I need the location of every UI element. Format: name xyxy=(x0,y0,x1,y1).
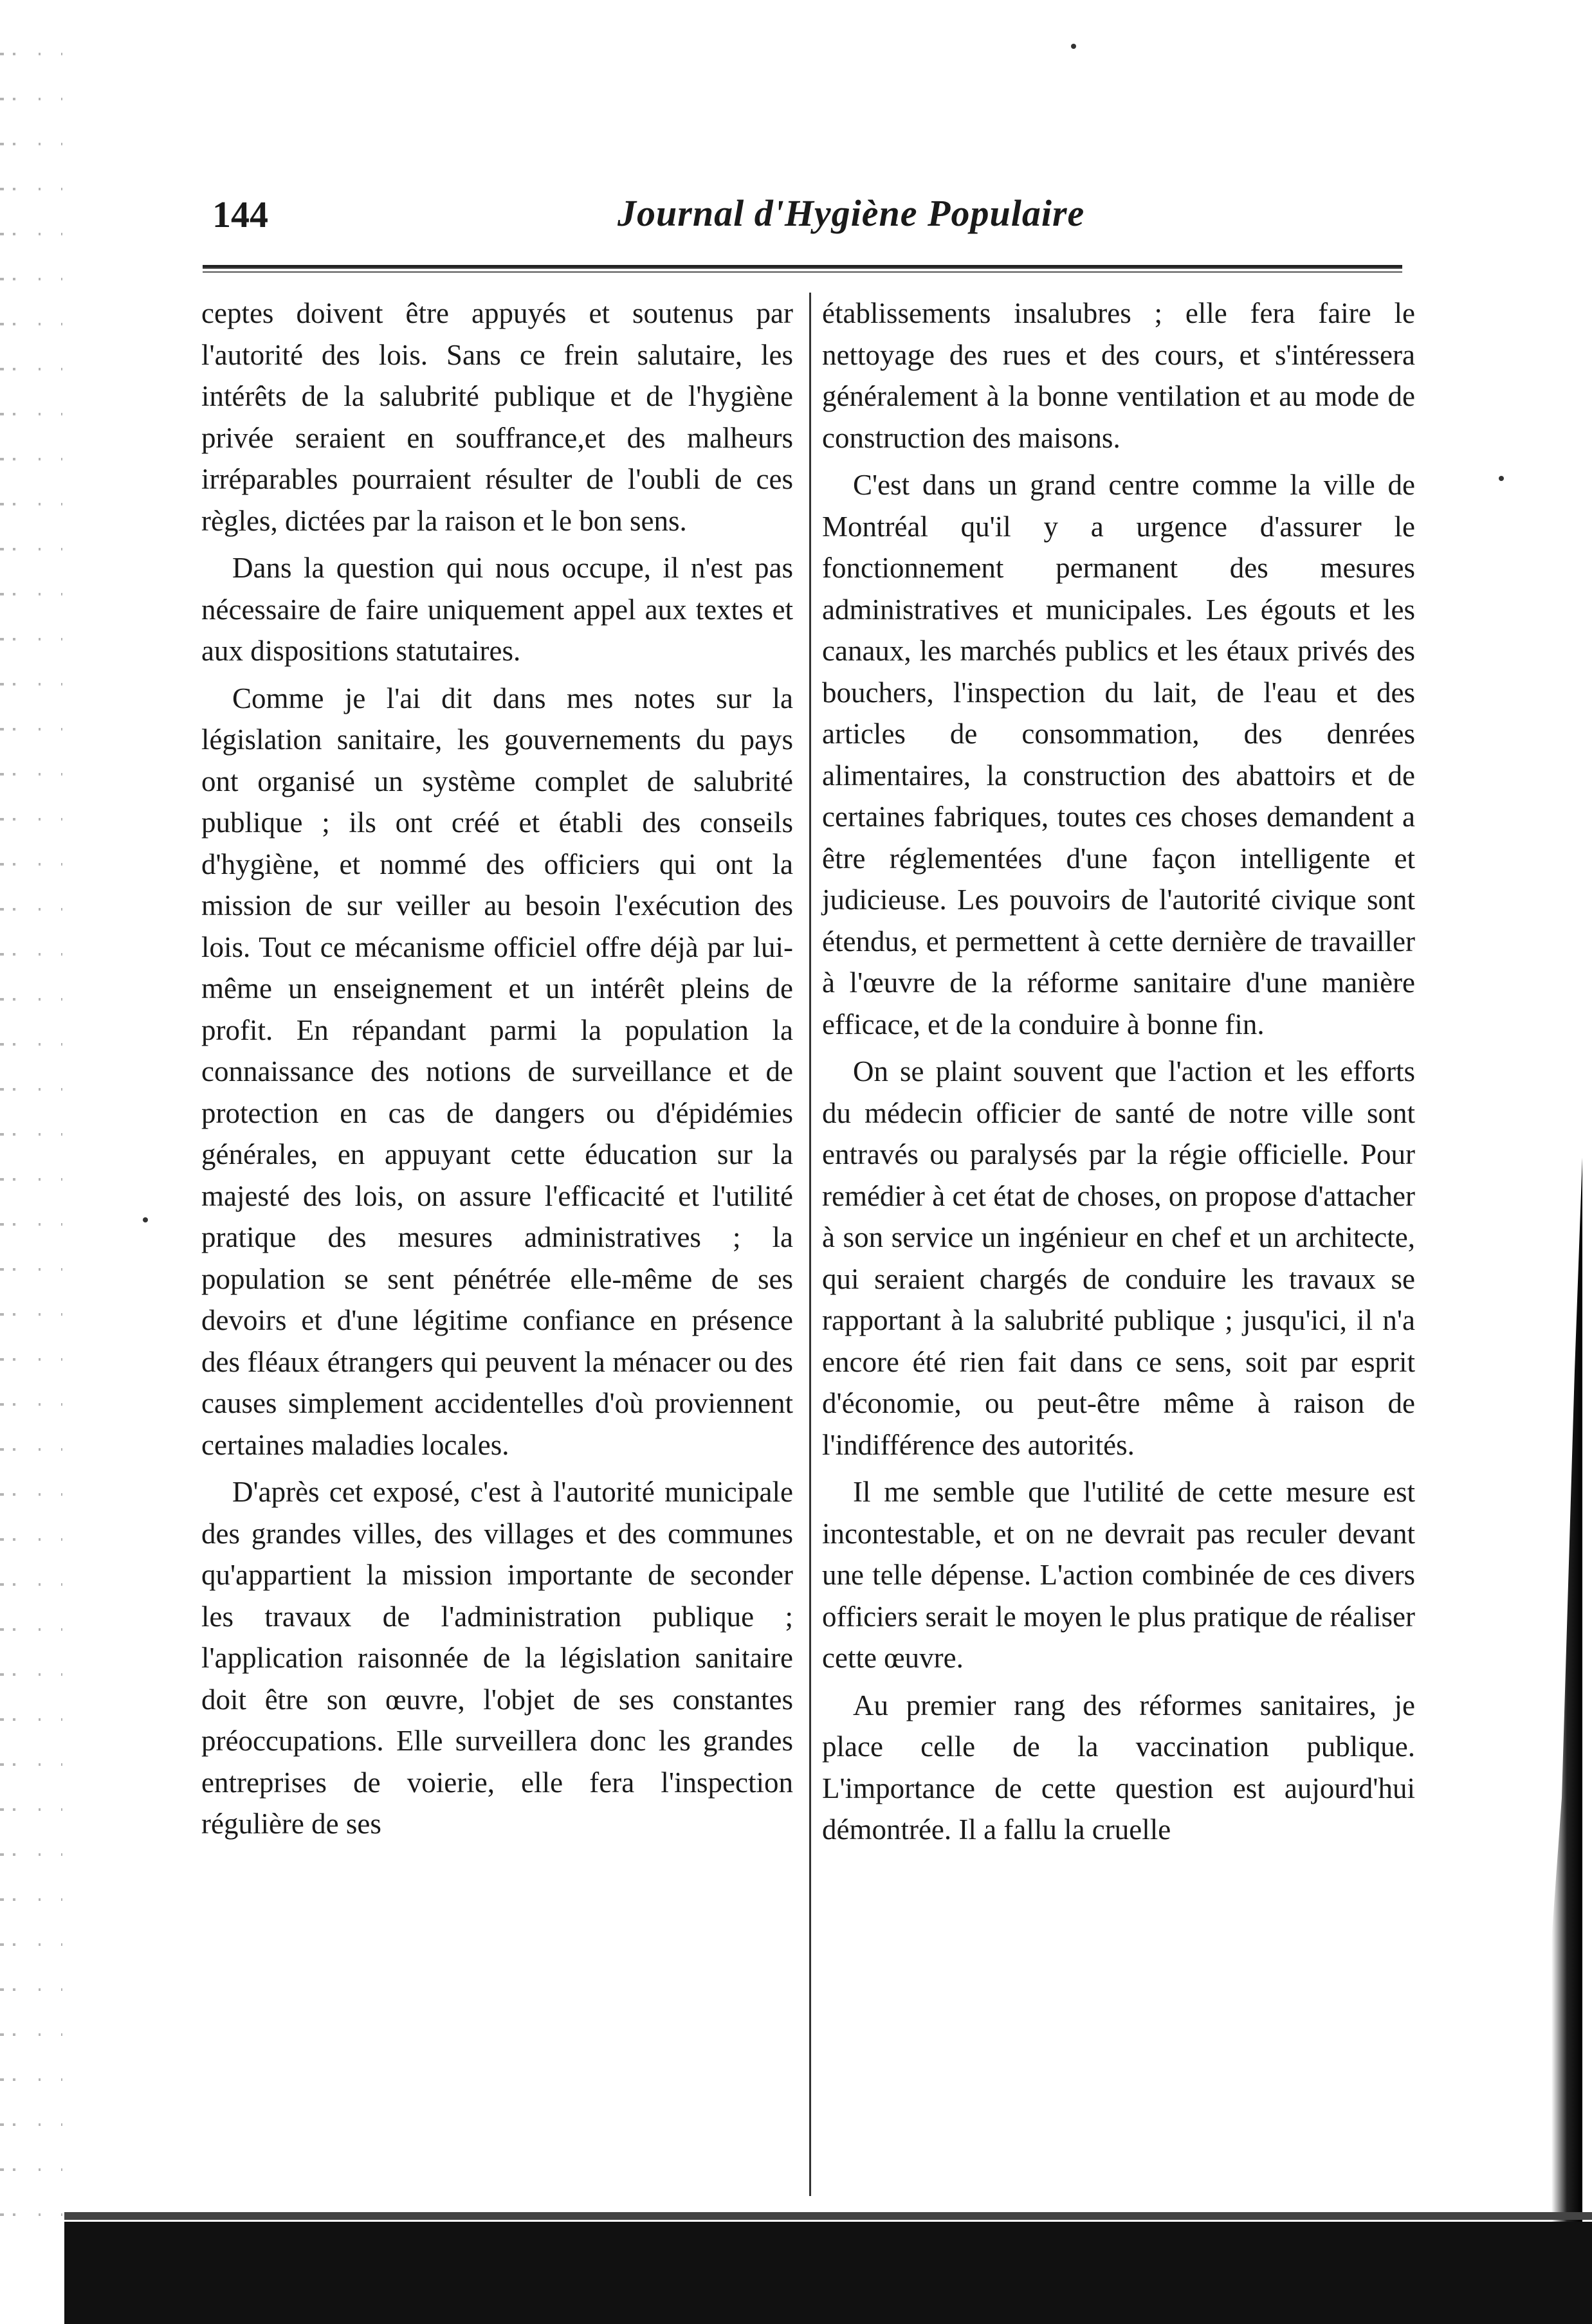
scan-speck xyxy=(1499,476,1504,481)
scan-margin-artifact xyxy=(0,39,96,2238)
scan-speck xyxy=(1071,44,1076,49)
scan-bottom-band xyxy=(64,2222,1592,2324)
scan-bottom-edge xyxy=(64,2212,1592,2220)
paragraph: C'est dans un grand centre comme la ville de Montréal qu'il y a urgence d'assurer le fonctionnement permanent des mesures administratives et municipales. Les égouts et les canaux, les marchés publics et les étaux privés des bouchers, l'inspection du lait, de l'eau et des articles de consommation, des denrées alimentaires, la construction des abattoirs et de certaines fabriques, toutes ces choses demandent a être réglementées d'une façon intelligente et judicieuse. Les pouvoirs de l'autorité civique sont étendus, et permettent à cette dernière de travailler à l'œuvre de la réforme sanitaire d'une manière efficace, et de la conduire à bonne fin. xyxy=(822,469,1415,1040)
page-number: 144 xyxy=(212,194,268,235)
paragraph: Comme je l'ai dit dans mes notes sur la législation sanitaire, les gouvernements du pays ont organisé un système complet de salubrité publique ; ils ont créé et établi des conseils d'hygiène, et nommé des officiers qui ont la mission de sur veiller au besoin l'exécution des lois. Tout ce mécanisme officiel offre déjà par lui-même un enseignement et un intérêt pleins de profit. En répandant parmi la population la connaissance des notions de surveillance et de protection en cas de dangers ou d'épidémies générales, en appuyant cette éducation sur la majesté des lois, on assure l'efficacité et l'utilité pratique des mesures administratives ; la population se sent pénétrée elle-même de ses devoirs et d'une légitime confiance en présence des fléaux étrangers qui peuvent la ménacer ou des causes simplement accidentelles d'où proviennent certaines maladies locales. xyxy=(201,682,793,1461)
right-column xyxy=(822,293,1415,1856)
left-column xyxy=(201,293,793,1851)
paragraph: On se plaint souvent que l'action et les efforts du médecin officier de santé de notre ville sont entravés ou paralysés par la régie officielle. Pour remédier à cet état de choses, on propose d'attacher à son service un ingénieur en chef et un architecte, qui seraient chargés de conduire les travaux se rapportant à la salubrité publique ; jusqu'ici, il n'a encore été rien fait dans ce sens, soit par esprit d'économie, ou peut-être même à raison de l'indifférence des autorités. xyxy=(822,1055,1415,1461)
header-rule xyxy=(203,265,1402,269)
paragraph: ceptes doivent être appuyés et soutenus par l'autorité des lois. Sans ce frein salutaire, les intérêts de la salubrité publique et de l'hygiène privée seraient en souffrance,et des malheurs irréparables pourraient résulter de l'oubli de ces règles, dictées par la raison et le bon sens. xyxy=(201,297,793,537)
paragraph: Il me semble que l'utilité de cette mesure est incontestable, et on ne devrait pas reculer devant une telle dépense. L'action combinée de ces divers officiers serait le moyen le plus pratique de réaliser cette œuvre. xyxy=(822,1476,1415,1674)
paragraph: D'après cet exposé, c'est à l'autorité municipale des grandes villes, des villages et des communes qu'appartient la mission importante de seconder les travaux de l'administration publique ; l'application raisonnée de la législation sanitaire doit être son œuvre, l'objet de ses constantes préoccupations. Elle surveillera donc les grandes entreprises de voierie, elle fera l'inspection régulière de ses xyxy=(201,1476,793,1840)
running-head: Journal d'Hygiène Populaire xyxy=(618,192,1085,234)
column-divider xyxy=(809,293,811,2196)
paragraph: Dans la question qui nous occupe, il n'est pas nécessaire de faire uniquement appel aux textes et aux dispositions statutaires. xyxy=(201,552,793,667)
paragraph: Au premier rang des réformes sanitaires, je place celle de la vaccination publique. L'importance de cette question est aujourd'hui démontrée. Il a fallu la cruelle xyxy=(822,1689,1415,1846)
scan-speck xyxy=(143,1217,148,1222)
scan-edge-shadow xyxy=(1531,1157,1582,2225)
paragraph: établissements insalubres ; elle fera faire le nettoyage des rues et des cours, et s'intéressera généralement à la bonne ventilation et au mode de construction des maisons. xyxy=(822,297,1415,454)
